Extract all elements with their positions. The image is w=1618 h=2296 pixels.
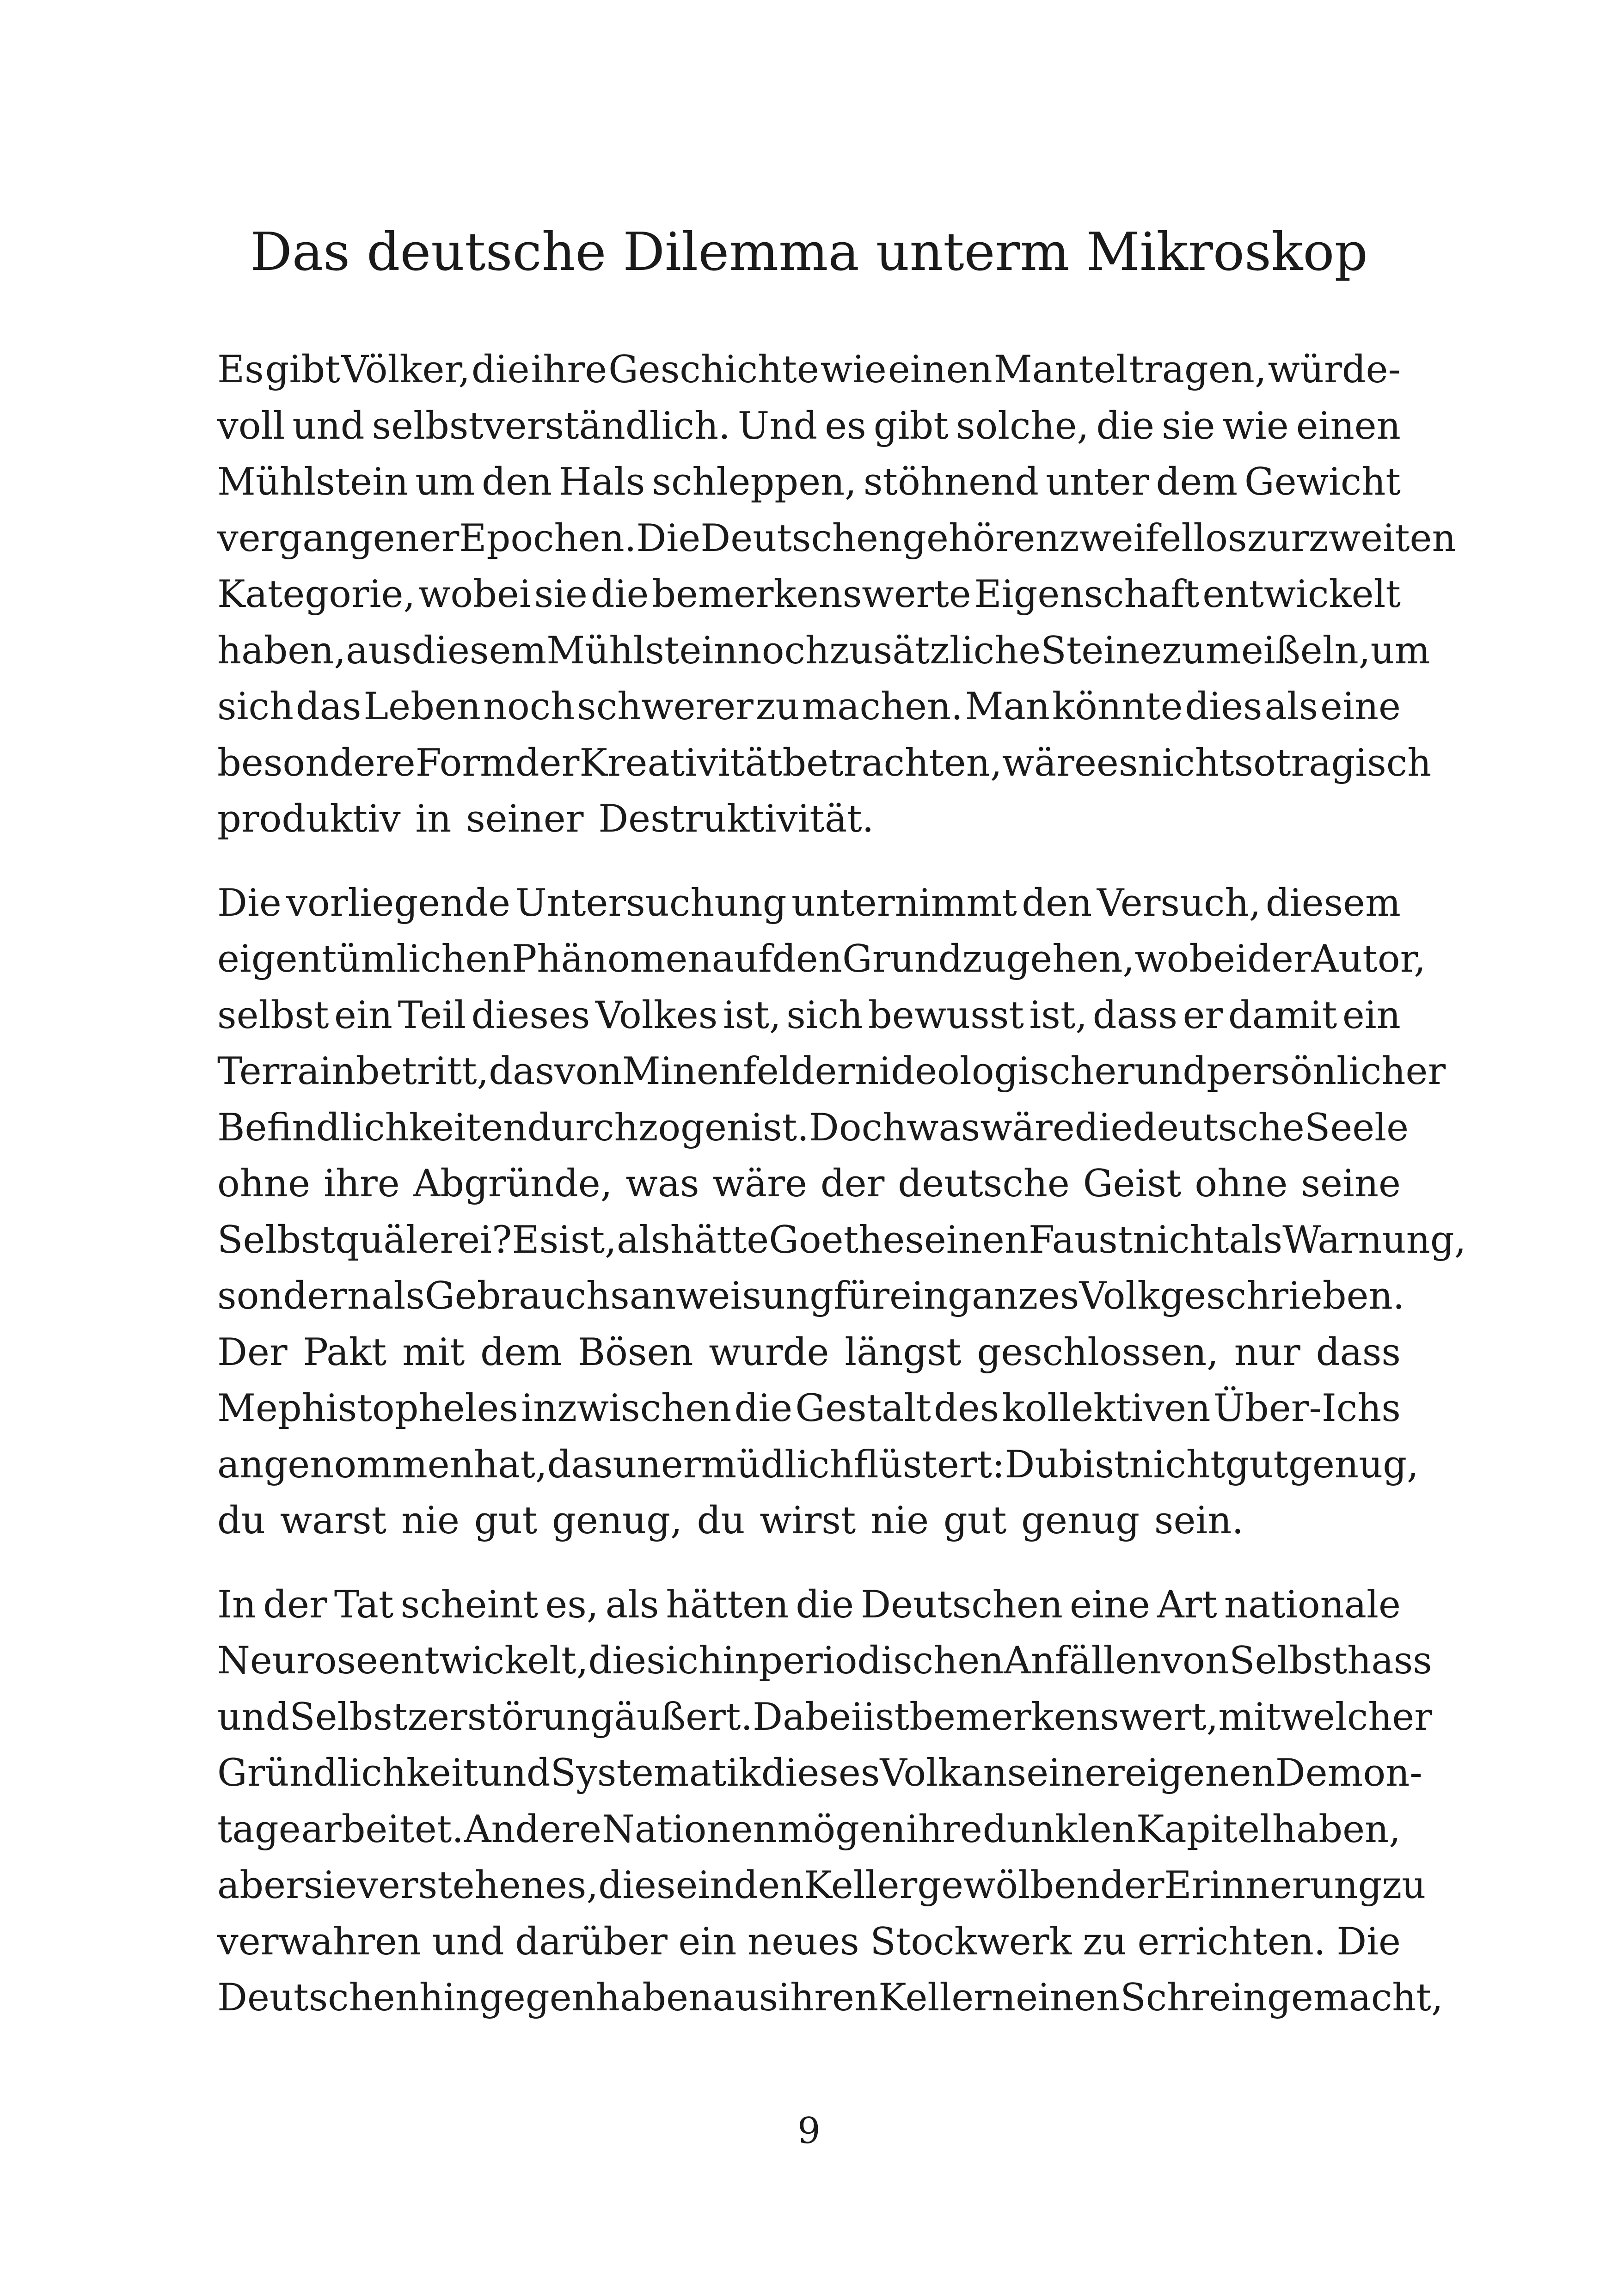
text-line: produktiv in seiner Destruktivität. [217,797,874,841]
text-line: Mühlstein um den Hals schleppen, stöhnend unter dem Gewicht [217,460,1401,504]
text-line: tage arbeitet. Andere Nationen mögen ihre dunklen Kapitel haben, [217,1807,1401,1851]
text-line: Gründlichkeit und Systematik dieses Volk an seiner eigenen Demon- [217,1751,1422,1795]
text-line: Es gibt Völker, die ihre Geschichte wie einen Mantel tragen, würde- [217,348,1401,392]
paragraph [217,342,1456,848]
text-line: Die vorliegende Untersuchung unternimmt den Versuch, diesem [217,881,1401,925]
text-line: haben, aus diesem Mühlstein noch zusätzliche Steine zu meißeln, um [217,629,1430,673]
text-line: In der Tat scheint es, als hätten die Deutschen eine Art nationale [217,1583,1401,1627]
body-text [217,342,1466,2054]
paragraph [217,1577,1443,2027]
text-line: sondern als Gebrauchsanweisung für ein ganzes Volk geschrieben. [217,1274,1405,1318]
text-line: Befindlichkeiten durchzogen ist. Doch was wäre die deutsche Seele [217,1106,1409,1150]
text-line: und Selbstzerstörung äußert. Dabei ist bemerkenswert, mit welcher [217,1695,1433,1739]
text-line: besondere Form der Kreativität betrachten, wäre es nicht so tragisch [217,741,1432,785]
text-line: Der Pakt mit dem Bösen wurde längst geschlossen, nur dass [217,1330,1401,1374]
page-number: 9 [797,2110,821,2152]
text-line: du warst nie gut genug, du wirst nie gut genug sein. [217,1499,1244,1543]
chapter-title: Das deutsche Dilemma unterm Mikroskop [250,221,1368,282]
text-line: eigentümlichen Phänomen auf den Grund zu gehen, wobei der Autor, [217,937,1426,981]
text-line: angenommen hat, das unermüdlich flüstert: Du bist nicht gut genug, [217,1443,1419,1487]
text-line: selbst ein Teil dieses Volkes ist, sich bewusst ist, dass er damit ein [217,993,1401,1037]
text-line: Deutschen hingegen haben aus ihren Kellern einen Schrein gemacht, [217,1976,1443,2020]
text-line: Mephistopheles inzwischen die Gestalt des kollektiven Über-Ichs [217,1387,1401,1430]
text-line: verwahren und darüber ein neues Stockwerk zu errichten. Die [217,1920,1401,1964]
text-line: ohne ihre Abgründe, was wäre der deutsche Geist ohne seine [217,1162,1401,1206]
text-line: Kategorie, wobei sie die bemerkenswerte Eigenschaft entwickelt [217,573,1401,616]
text-line: Selbstquälerei? Es ist, als hätte Goethe seinen Faust nicht als Warnung, [217,1218,1466,1262]
text-line: Terrain betritt, das von Minenfeldern ideologischer und persönlicher [217,1050,1446,1093]
text-line: sich das Leben noch schwerer zu machen. Man könnte dies als eine [217,685,1401,729]
text-line: aber sie verstehen es, diese in den Kellergewölben der Erinnerung zu [217,1864,1426,1907]
text-line: voll und selbstverständlich. Und es gibt solche, die sie wie einen [217,404,1401,448]
paragraph [217,876,1466,1549]
text-line: Neurose entwickelt, die sich in periodischen Anfällen von Selbsthass [217,1639,1432,1683]
text-line: vergangener Epochen. Die Deutschen gehören zweifellos zur zweiten [217,516,1456,560]
